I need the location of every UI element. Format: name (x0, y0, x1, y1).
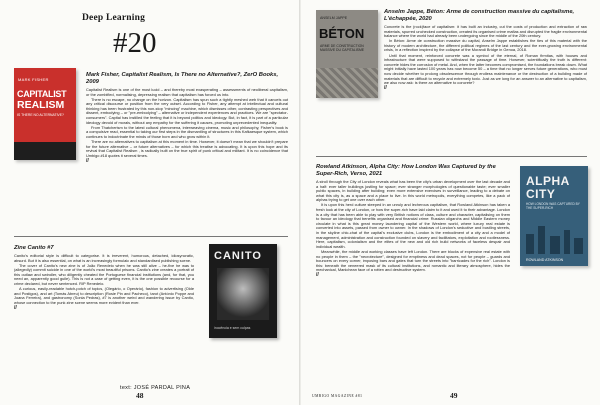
atkinson-paragraph: A stroll through the City of London reveals what has been the city's urban development over the last decade and a half: ever taller buildings jostling for space; ever stranger morphologies of questionable taste; ever smaller public spaces, in building after building; even more extensive exercises in surveillance, leading to a debate on what this city is, as a space and a place to live. In this world metropolis, everything competes, like a pack of alphas trying to get one over each other. (316, 179, 510, 203)
fisher-article (86, 72, 288, 164)
jappe-article-title: Anselm Jappe, Béton: Arme de construction massive du capitalisme, L'échappée, 2020 (384, 9, 575, 22)
end-mark: // (14, 305, 17, 312)
beton-cover-title: BÉTON (319, 26, 365, 41)
page-number-left: 48 (136, 391, 144, 400)
fisher-cover-subtitle: IS THERE NO ALTERNATIVE? (17, 113, 64, 117)
divider (316, 156, 587, 157)
jappe-article-body (384, 25, 587, 91)
atkinson-article (316, 164, 510, 278)
fisher-paragraph: From Thatcherism to the latest cultural phenomena, interweaving cinema, music and philosophy, Fisher's book is a compulsive read, essential to taking our first steps in the dismantling of structures in this Kafkaesque system, which continues to indoctrinate the minds of those born and who grow within it. (86, 124, 288, 139)
alpha-cover-subtitle: HOW LONDON WAS CAPTURED BY THE SUPER-RICH (526, 202, 580, 210)
jappe-paragraph: In Béton: Arme de construction massive du capital, Anselm Jappe establishes the ties of this material with the history of modern architecture, the different political regimes of the last century and the ever-growing environmental crisis, in a reflection inspired by the collapse of the Morandi Bridge in Genoa, 2018. (384, 38, 587, 53)
alpha-cover-title-1: ALPHA (526, 174, 570, 188)
atkinson-paragraph: Meanwhile, the middle and working classes have left London. There are blocks of expensive real estate with no people in them – the "necrotecture", designed for emptiness and dead spaces, not for people – guards and bouncers on every corner, imposing bars and gates that turn the streets into "barricades for the rich". London is this: beneath the veneered mask of its cultural institutions, and romantic and literary atmosphere, hides the mechanical, Manichean face of a rotten and destructive system. (316, 248, 510, 273)
alpha-city-book-cover (520, 166, 588, 266)
fisher-paragraph: There are no alternatives to capitalism at this moment in time. However, it doesn't mean that we shouldn't prepare for the future alternative – or future alternatives – for which this treatise is advocating. It is upon this hope and its revival that Capitalist Realism , is radically built on the true spirit of punk critical and militant. It is no coincidence that Umbigo #18 quotes it several times. (86, 139, 288, 158)
canito-paragraph: A curious, easily-readable hotch-potch of topics, (Olegário, o Operário), fashion to advertising (Olde and Postigos), and art (Tomás Abreu) to description (Rosie Pin and Pacheco), tarot (António Poppe and Joana Ferreira), and gastronomy (Sonia Pedras), #7 is another weird and wandering issue by Canito, whose connection to the punk zine scene seems more evident than ever. (14, 286, 194, 305)
alpha-cover-title-2: CITY (526, 187, 556, 201)
page-number-right: 49 (450, 391, 458, 400)
jappe-paragraph: Concrete is the (rock)face of capitalism: it has built an industry, cut the costs of production and extraction of raw materials, spurred unchecked construction, created its organised crime mafias and disrupted the fragile environmental balance where the world had already been undergoing since the middle of the 20th century. (384, 24, 587, 39)
fisher-article-body (86, 88, 288, 164)
section-title: Deep Learning (82, 13, 146, 23)
divider (14, 236, 288, 237)
canito-zine-cover (209, 244, 277, 338)
issue-number: #20 (113, 27, 157, 59)
fisher-paragraph: There is no escape, no change on the horizon. Capitalism has spun such a tightly meshed web that it cancels out any critical discourse or position from the very outset. According to Fisher, any attempt at intellectual and cultural thinking has been frustrated by this non-stop "mincing" machine, which dismisses other, contrasting perspectives and dissent, embodying – or "pre-embodying" – alternative or independent experiences and practices. We are "spectator-consumers". Capital has instilled the feeling that it is beyond politics and ideology. But, in fact, it is part of a particular ideology devoid of morals, without any empathy for the suffering it causes, promoting unprecedented inequality. (86, 96, 288, 125)
atkinson-article-title: Rowland Atkinson, Alpha City: How London Was Captured by the Super-Rich, Verso, 2021 (316, 164, 496, 177)
end-mark: // (86, 157, 89, 164)
alpha-cover-author: ROWLAND ATKINSON (526, 258, 564, 262)
atkinson-article-body (316, 180, 510, 278)
fisher-article-title: Mark Fisher, Capitalist Realism, Is There no Alternative?, ZerO Books, 2009 (86, 72, 279, 85)
alpha-cover-skyline (520, 224, 588, 254)
fisher-book-cover (14, 68, 76, 160)
canito-article-title: Zine Canito #7 (14, 245, 54, 251)
fisher-cover-title-1: CAPITALIST (17, 89, 67, 99)
canito-cover-photo (217, 268, 269, 320)
fisher-cover-title-2: REALISM (17, 99, 65, 111)
jappe-article (384, 9, 587, 91)
beton-cover-author: ANSELM JAPPE (320, 16, 348, 20)
text-credit: text: JOSÉ PARDAL PINA (120, 385, 191, 391)
end-mark: // (316, 272, 319, 279)
beton-cover-subtitle: ARME DE CONSTRUCTION MASSIVE DU CAPITALISME (320, 44, 365, 52)
atkinson-paragraph: It is upon this herd culture steeped in an unruly and lecherous capitalism, that Rowland Atkinson has taken a fresh look at the city of London, or how the super-rich have laid claim to it and used it to their advantage. London is a city that has been able to play with very British notions of class, culture and character, capitalising on them to favour an ideology that benefits organised and financial crime: Russian oligarchs and Middle Eastern money circulate in what is this great money laundering capital of the Western world, where luxury real estate is converted into assets, passed from owner to owner. In the shadows of London's seductive and bustling streets, in the skyline chic-chat of the capital's exclusive clubs, London is the embodiment of a city and a model of management, administration and construction founded on slavery and facilitators, exploitation and rootlessness. Here, capitalism, colonialism and the elites of the new and old rich build networks of faceless despair and individual wealth. (316, 202, 510, 249)
jappe-paragraph: Until that moment, reinforced concrete was a symbol of the eternal, of Roman firmitas, with houses and infrastructure that were supposed to withstand the passage of time. However, scientifically the truth is different: concrete hides the corrosion of metal. And, when the latter becomes compromised, the foundations break down. What might initially have lasted 100 years has now become 50 – a time that no longer serves future generations, who must now decide whether to prolong obsolescence through endless maintenance or the destruction of a building made of materials that are difficult to recycle and extremely toxic. Just as we long for an answer to an alternative to capitalism, we also now ask: is there an alternative to concrete? (384, 52, 587, 86)
canito-paragraph: The cover of Canito's new zine is of João Renedeio when he was still alive – he-five he was to (allegedly) commit suicide in one of the world's most beautiful prisons. Canito's zine creates a portrait of this outlaw and swindler, who diligently cheated the Portuguese financial institutions (and, for that, you need an, apparently good guile). This is not a case of getting even, it is the one possible recourse for a crime declared, but never sentenced. RIP Renedeio. (14, 262, 194, 287)
canito-paragraph: Canito's editorial style is difficult to categorise. It is irreverent, humorous, detached, idiosyncratic, absurd. But it is also essential, on what is an increasingly formulaic and standardised publishing scene. (14, 253, 194, 263)
end-mark: // (384, 85, 387, 92)
fisher-cover-band (14, 142, 76, 160)
right-page (300, 0, 600, 405)
fisher-cover-author: MARK FISHER (18, 77, 49, 82)
fisher-paragraph: Capitalist Realism is one of the most lucid – and thereby most exasperating – assessments of neoliberal capitalism, or the zombified, normalising, depressing realism that capitalism has forced us into. (86, 87, 288, 97)
canito-cover-title: CANITO (214, 250, 262, 262)
canito-article (14, 245, 194, 311)
beton-cover-texture (316, 68, 378, 98)
canito-cover-caption: inocência e sem culpas (214, 326, 251, 330)
canito-article-body (14, 254, 194, 311)
magazine-name: UMBIGO MAGAZINE #81 (312, 394, 363, 398)
beton-book-cover (316, 10, 378, 98)
